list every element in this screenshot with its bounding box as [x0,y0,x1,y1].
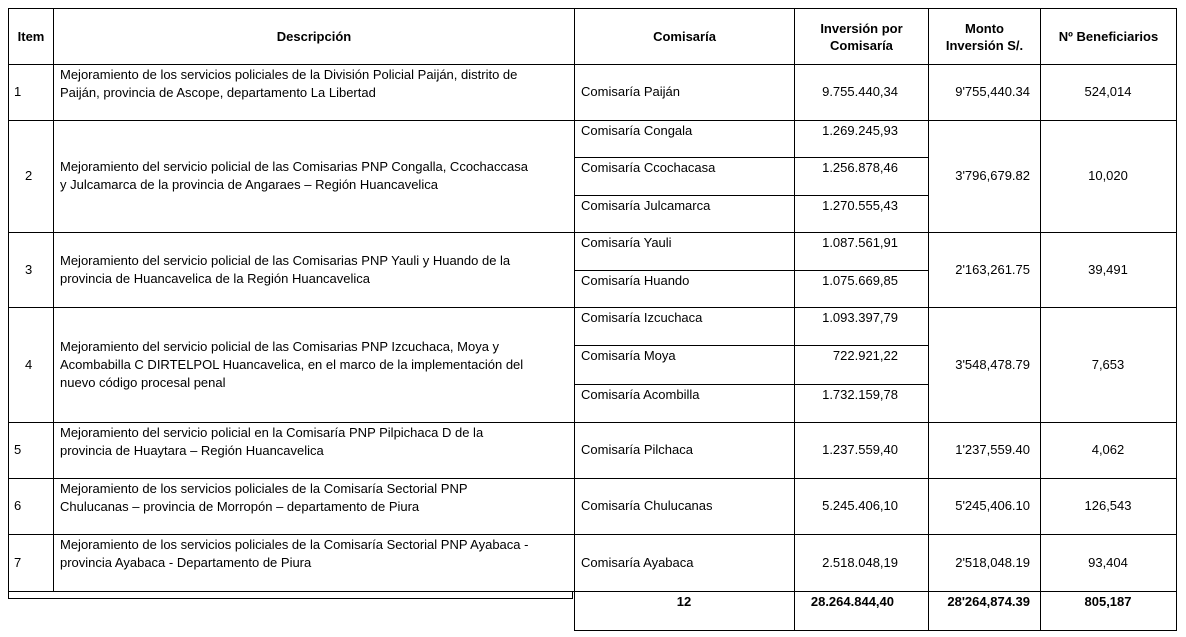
header-inversion-line: Inversión por [820,20,903,36]
header-descripcion-line: Descripción [276,29,352,44]
inversion-value: 1.256.878,46 [822,160,898,175]
inversion-value: 1.732.159,78 [822,387,898,402]
totals-beneficiarios: 805,187 [1084,594,1132,609]
description-line: Mejoramiento del servicio policial en la Comisaría PNP Pilpichaca D de la [60,425,484,440]
beneficiarios-value: 10,020 [1088,168,1128,183]
monto-value: 3'796,679.82 [955,168,1030,183]
header-inversion [794,8,929,65]
comisaria-name: Comisaría Pilchaca [581,442,693,457]
header-monto-line: Monto [965,20,1004,36]
monto-value: 1'237,559.40 [955,442,1030,457]
inversion-value: 2.518.048,19 [822,554,898,570]
header-comisaria [574,8,795,65]
beneficiarios-value: 7,653 [1091,356,1125,372]
header-item-line: Item [17,29,45,44]
comisaria-name: Comisaría Ccochacasa [581,160,716,175]
item-number: 1 [14,84,22,99]
inversion-value: 1.270.555,43 [822,198,898,213]
description-line: Paiján, provincia de Ascope, departamento La Libertad [60,85,376,100]
comisaria-name: Comisaría Acombilla [581,387,700,402]
header-inversion-line: Comisaría [830,37,893,53]
item-number: 2 [25,168,33,183]
beneficiarios-value: 4,062 [1091,442,1125,457]
comisaria-name: Comisaría Izcuchaca [581,310,703,325]
comisaria-name: Comisaría Chulucanas [581,498,713,513]
inversion-value: 5.245.406,10 [822,498,898,513]
header-item-label [18,28,45,45]
header-beneficiarios [1040,8,1177,65]
description-line: Mejoramiento del servicio policial de las Comisarias PNP Yauli y Huando de la [60,252,511,268]
totals-comisarias-count: 12 [676,594,692,609]
item-number: 3 [25,261,33,277]
beneficiarios-value: 524,014 [1084,84,1132,99]
inversion-value: 1.075.669,85 [822,273,898,288]
header-item [8,8,54,65]
description-line: Chulucanas – provincia de Morropón – departamento de Piura [60,499,420,514]
header-beneficiarios-line: Nº Beneficiarios [1058,29,1159,44]
description-line: Mejoramiento del servicio policial de las Comisarias PNP Congalla, Ccochaccasa [60,159,528,174]
totals-empty-cell [8,591,573,599]
description-line: Mejoramiento del servicio policial de las Comisarias PNP Izcuchaca, Moya y [60,338,500,354]
comisaria-name: Comisaría Huando [581,273,690,288]
inversion-value: 1.269.245,93 [822,123,898,138]
description-line: Mejoramiento de los servicios policiales de la Comisaría Sectorial PNP [60,481,468,496]
totals-inversion: 28.264.844,40 [810,594,894,609]
header-inversion-label [820,20,902,54]
inversion-value: 9.755.440,34 [822,84,898,99]
beneficiarios-value: 93,404 [1088,554,1128,570]
item-number: 4 [25,356,33,372]
beneficiarios-value: 39,491 [1088,261,1128,277]
inversion-value: 722.921,22 [832,348,898,363]
item-number: 6 [14,498,22,513]
monto-value: 3'548,478.79 [955,356,1030,372]
monto-value: 5'245,406.10 [955,498,1030,513]
item-number: 5 [14,442,22,457]
beneficiarios-value: 126,543 [1084,498,1132,513]
totals-monto: 28'264,874.39 [947,594,1030,609]
header-monto-label [946,20,1023,54]
investment-table [8,8,1176,630]
comisaria-name: Comisaría Congala [581,123,693,138]
description-line: provincia de Huancavelica de la Región Huancavelica [60,270,371,286]
description-line: Acombabilla C DIRTELPOL Huancavelica, en el marco de la implementación del [60,356,524,372]
description-line: Mejoramiento de los servicios policiales de la División Policial Paiján, distrito de [60,67,518,82]
comisaria-name: Comisaría Ayabaca [581,554,694,570]
item-number: 7 [14,554,22,570]
description-line: nuevo código procesal penal [60,374,226,390]
description-line: Mejoramiento de los servicios policiales de la Comisaría Sectorial PNP Ayabaca - [60,537,529,552]
comisaria-name: Comisaría Yauli [581,235,672,250]
inversion-value: 1.093.397,79 [822,310,898,325]
header-comisaria-line: Comisaría [653,29,716,44]
inversion-value: 1.087.561,91 [822,235,898,250]
comisaria-name: Comisaría Julcamarca [581,198,711,213]
comisaria-name: Comisaría Paiján [581,84,680,99]
description-line: y Julcamarca de la provincia de Angaraes – Región Huancavelica [60,177,438,192]
description-line: provincia Ayabaca - Departamento de Piura [60,555,312,570]
header-descripcion-label [277,28,351,45]
header-comisaria-label [653,28,716,45]
monto-value: 2'518,048.19 [955,554,1030,570]
inversion-value: 1.237.559,40 [822,442,898,457]
header-beneficiarios-label [1059,28,1158,45]
header-monto-line: Inversión S/. [945,37,1024,53]
comisaria-name: Comisaría Moya [581,348,676,363]
monto-value: 2'163,261.75 [955,261,1030,277]
monto-value: 9'755,440.34 [955,84,1030,99]
description-line: provincia de Huaytara – Región Huancavelica [60,443,324,458]
header-descripcion [53,8,575,65]
header-monto [928,8,1041,65]
